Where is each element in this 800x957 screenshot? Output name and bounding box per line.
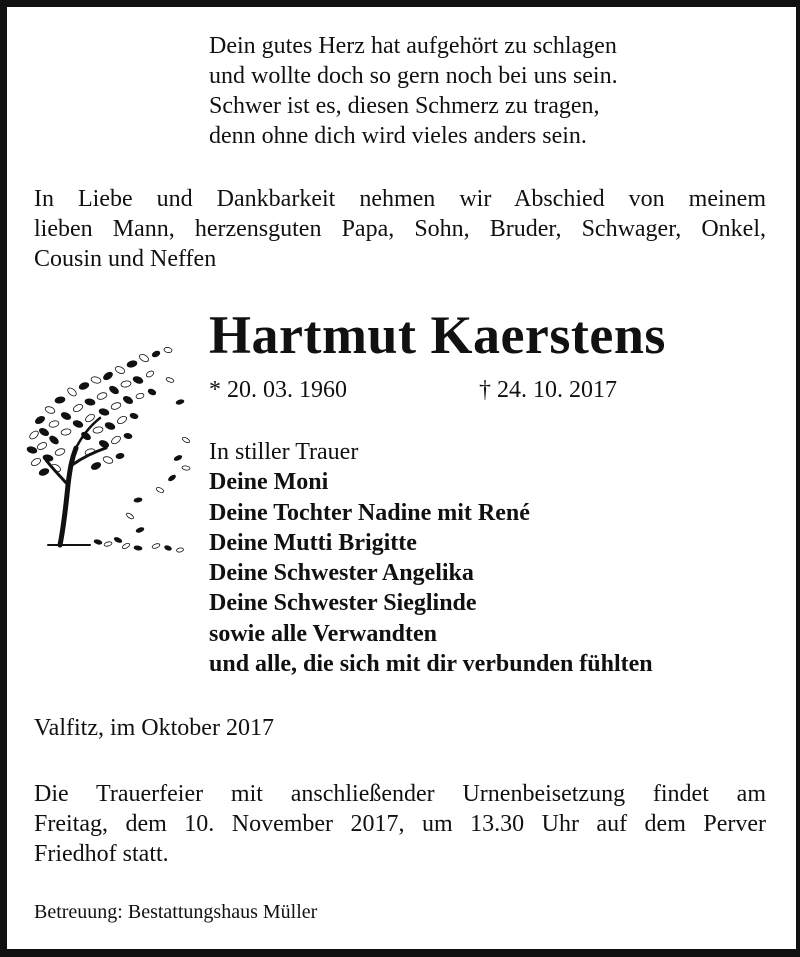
intro-line: Cousin und Neffen <box>34 246 217 272</box>
birth-date: * 20. 03. 1960 <box>209 377 347 403</box>
funeral-home: Betreuung: Bestattungshaus Müller <box>34 901 318 923</box>
mourner-name: und alle, die sich mit dir verbunden fühlten <box>209 651 653 678</box>
mourner-name: Deine Schwester Angelika <box>209 560 474 587</box>
death-date: † 24. 10. 2017 <box>479 377 617 403</box>
mourner-name: sowie alle Verwandten <box>209 620 437 647</box>
intro-text <box>34 184 766 274</box>
place-date: Valfitz, im Oktober 2017 <box>34 715 274 741</box>
intro-line: lieben Mann, herzensguten Papa, Sohn, Bruder, Schwager, Onkel, <box>34 216 766 242</box>
ceremony-line: Freitag, dem 10. November 2017, um 13.30 Uhr auf dem Perver <box>34 811 766 837</box>
ceremony-info <box>34 779 766 869</box>
mourners-heading: In stiller Trauer <box>209 439 359 465</box>
ceremony-line: Die Trauerfeier mit anschließender Urnenbeisetzung findet am <box>34 781 766 807</box>
deceased-name: Hartmut Kaerstens <box>209 305 666 365</box>
mourner-name: Deine Mutti Brigitte <box>209 529 417 556</box>
mourner-name: Deine Schwester Sieglinde <box>209 590 477 617</box>
mourner-name: Deine Moni <box>209 469 329 496</box>
intro-line: In Liebe und Dankbarkeit nehmen wir Abschied von meinem <box>34 186 766 212</box>
mourner-name: Deine Tochter Nadine mit René <box>209 499 530 526</box>
poem-line: Schwer ist es, diesen Schmerz zu tragen, <box>209 93 600 119</box>
poem <box>209 31 618 151</box>
poem-line: Dein gutes Herz hat aufgehört zu schlagen <box>209 33 617 59</box>
poem-line: und wollte doch so gern noch bei uns sein. <box>209 63 618 89</box>
mourners-list <box>209 437 653 679</box>
poem-line: denn ohne dich wird vieles anders sein. <box>209 123 587 149</box>
ceremony-line: Friedhof statt. <box>34 841 169 867</box>
tree-icon <box>20 340 195 560</box>
